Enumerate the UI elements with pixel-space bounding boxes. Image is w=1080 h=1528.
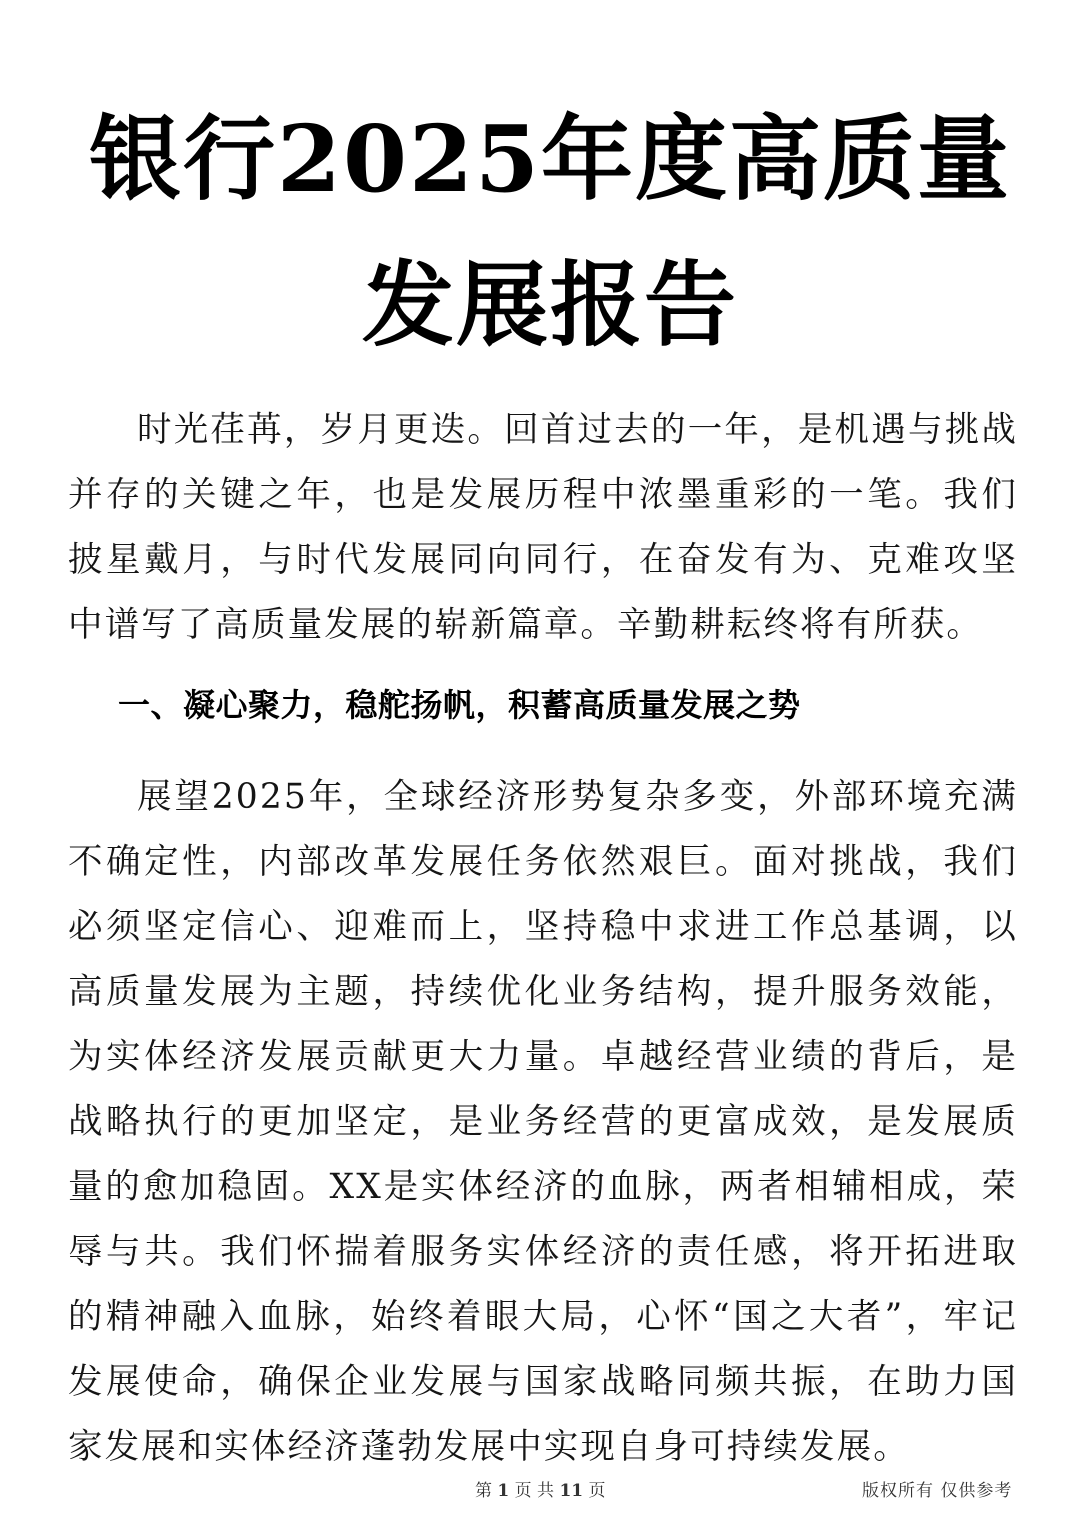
copyright-notice: 版权所有 仅供参考: [862, 1481, 1013, 1501]
page-prefix: 第: [475, 1481, 492, 1501]
section-heading: 一、凝心聚力，稳舵扬帆，积蓄高质量发展之势: [118, 686, 801, 724]
page-middle: 页 共: [514, 1481, 555, 1501]
intro-paragraph: 时光荏苒，岁月更迭。回首过去的一年，是机遇与挑战并存的关键之年，也是发展历程中浓墨重彩的一笔。我们披星戴月，与时代发展同向同行，在奋发有为、克难攻坚中谱写了高质量发展的崭新篇章。辛勤耕耘终将有所获。: [68, 410, 1018, 645]
page-number: [475, 1478, 606, 1504]
page-current: 1: [497, 1481, 510, 1501]
document-title: 银行2025年度高质量发展报告: [88, 105, 1012, 359]
page-suffix: 页: [588, 1481, 606, 1501]
section-paragraph: 展望2025年，全球经济形势复杂多变，外部环境充满不确定性，内部改革发展任务依然艰巨。面对挑战，我们必须坚定信心、迎难而上，坚持稳中求进工作总基调，以高质量发展为主题，持续优化业务结构，提升服务效能，为实体经济发展贡献更大力量。卓越经营业绩的背后，是战略执行的更加坚定，是业务经营的更富成效，是发展质量的愈加稳固。XX是实体经济的血脉，两者相辅相成，荣辱与共。我们怀揣着服务实体经济的责任感，将开拓进取的精神融入血脉，始终着眼大局，心怀“国之大者”，牢记发展使命，确保企业发展与国家战略同频共振，在助力国家发展和实体经济蓬勃发展中实现自身可持续发展。: [68, 777, 1018, 1467]
page-total: 11: [559, 1481, 584, 1501]
